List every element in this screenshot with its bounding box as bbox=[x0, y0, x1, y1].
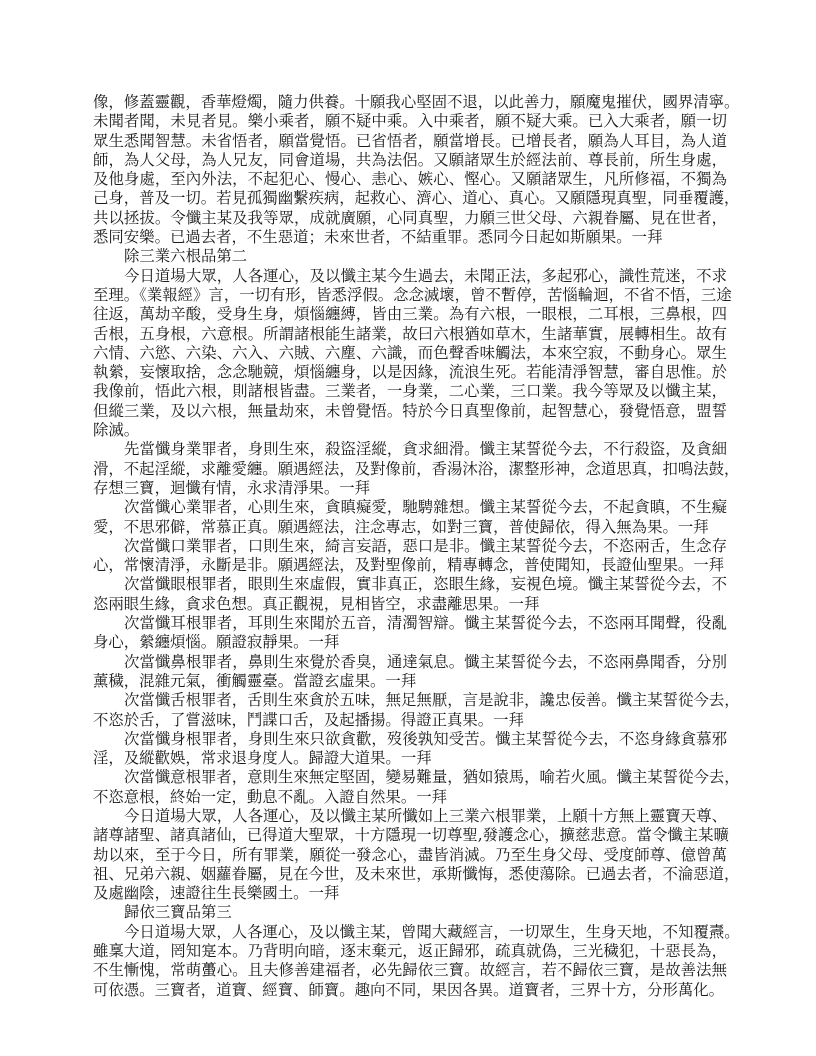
text-line: 六情、六慾、六染、六入、六賊、六塵、六識，而色聲香味觸法，本來空寂，不動身心。眾生 bbox=[93, 343, 727, 362]
paragraph bbox=[93, 266, 732, 441]
text-line: 祖、兄弟六親、姻蘿眷屬，見在今世，及未來世，承斯懺悔，悉使蕩除。已過去者，不淪惡道， bbox=[93, 864, 740, 883]
text-line: 像，修蓋靈觀，香華燈燭，隨力供養。十願我心堅固不退，以此善力，願魔鬼摧伏，國界清寧。 bbox=[93, 93, 740, 111]
paragraph bbox=[93, 93, 740, 247]
text-line: 今日道場大眾，人各運心，及以懺主某所懺如上三業六根罪業，上願十方無上靈寶天尊、 bbox=[124, 806, 727, 825]
text-line: 次當懺意根罪者，意則生來無定堅固，變易難量，猶如猿馬，喻若火風。懺主某誓從今去， bbox=[124, 768, 740, 787]
text-line: 薰穢，混雜元氣，衝觸靈臺。當證玄虛果。一拜 bbox=[93, 671, 417, 690]
text-line: 不生慚愧，常萌蠆心。且夫修善建福者，必先歸依三寶。故經言，若不歸依三寶，是故善法無 bbox=[93, 961, 727, 980]
document-page bbox=[93, 93, 740, 1000]
text-line: 除滅。 bbox=[93, 421, 140, 440]
paragraph bbox=[93, 537, 727, 576]
text-line: 存想三寶，迴懺有情，永求清淨果。一拜 bbox=[93, 478, 371, 497]
text-line: 執縈，妄懷取捨，念念馳競，煩惱纏身，以是因緣，流浪生死。若能清淨智慧，審自思惟。於 bbox=[93, 363, 727, 382]
text-line: 劫以來，至于今日，所有罪業，願從一發念心，盡皆消滅。乃至生身父母、受度師尊、億曾萬 bbox=[93, 845, 727, 864]
paragraph bbox=[93, 768, 740, 807]
text-line: 己身，普及一切。若見孤獨幽繫疾病，起救心、濟心、道心、真心。又願隱現真聖，同垂覆護， bbox=[93, 189, 740, 208]
text-line: 悉同安樂。已過去者，不生惡道；未來世者，不結重罪。悉同今日起如斯願果。一拜 bbox=[93, 228, 663, 247]
text-line: 未聞者聞，未見者見。樂小乘者，願不疑中乘。入中乘者，願不疑大乘。已入大乘者，願一切 bbox=[93, 112, 727, 131]
heading-text: 除三業六根品第二 bbox=[124, 247, 248, 266]
text-line: 身心，縈纏煩惱。願證寂靜果。一拜 bbox=[93, 633, 340, 652]
text-line: 次當懺身根罪者，身則生來只欲貪歡，歿後孰知受苦。懺主某誓從今去，不恣身緣貪慕邪 bbox=[124, 729, 727, 748]
text-line: 但縱三業，及以六根，無量劫來，未曾覺悟。特於今日真聖像前，起智慧心，發覺悟意，盟誓 bbox=[93, 401, 727, 420]
text-line: 次當懺鼻根罪者，鼻則生來覺於香臭，通達氣息。懺主某誓從今去，不恣兩鼻聞香，分別 bbox=[124, 652, 727, 671]
paragraph bbox=[93, 498, 727, 537]
section-heading bbox=[93, 247, 727, 266]
text-line: 次當懺耳根罪者，耳則生來聞於五音，清濁智辯。懺主某誓從今去，不恣兩耳聞聲，役亂 bbox=[124, 614, 727, 633]
paragraph bbox=[93, 806, 740, 903]
text-line: 至理。《業報經》言，一切有形，皆悉浮假。念念滅壞，曾不暫停，苦惱輪迴，不省不悟，三途 bbox=[93, 285, 732, 304]
text-line: 次當懺眼根罪者，眼則生來虛假，實非真正，恣眼生緣，妄視色境。懺主某誓從今去，不 bbox=[124, 575, 727, 594]
text-line: 先當懺身業罪者，身則生來，殺盜淫縱，貪求細滑。懺主某誓從今去，不行殺盜，及貪細 bbox=[124, 440, 727, 459]
text-line: 今日道場大眾，人各運心，及以懺主某，曾聞大藏經言，一切眾生，生身天地，不知覆燾。 bbox=[124, 922, 740, 941]
text-line: 共以拯拔。令懺主某及我等眾，成就廣願，心同真聖，力願三世父母、六親眷屬、見在世者， bbox=[93, 208, 727, 227]
text-line: 今日道場大眾，人各運心，及以懺主某今生過去，未聞正法，多起邪心，識性荒迷，不求 bbox=[124, 266, 727, 285]
section-heading bbox=[93, 903, 727, 922]
text-line: 諸尊諸聖、諸真諸仙，已得道大聖眾，十方隱現一切尊聖,發護念心，擴慈悲意。當令懺主某曠 bbox=[93, 826, 729, 845]
text-line: 我像前，悟此六根，則諸根皆盡。三業者，一身業，二心業，三口業。我今等眾及以懺主某， bbox=[93, 382, 727, 401]
text-line: 不恣於舌，了嘗滋味，鬥諜口舌，及起播揚。得證正真果。一拜 bbox=[93, 710, 524, 729]
text-line: 不恣意根，終始一定，動息不亂。入證自然果。一拜 bbox=[93, 787, 447, 806]
text-line: 心，常懷清淨，永斷是非。願遇經法，及對聖像前，精專轉念，普使聞知，長證仙聖果。一拜 bbox=[93, 556, 725, 575]
text-line: 淫，及縱歡娛，常求退身度人。歸證大道果。一拜 bbox=[93, 749, 432, 768]
text-line: 恣兩眼生緣，貪求色想。真正觀視，見相皆空，求盡離思果。一拜 bbox=[93, 594, 540, 613]
text-line: 次當懺心業罪者，心則生來，貪瞋癡愛，馳騁雜想。懺主某誓從今去，不起貪瞋，不生癡 bbox=[124, 498, 727, 517]
text-line: 愛，不思邪僻，常慕正真。願遇經法，注念專志，如對三寶，普使歸依，得入無為果。一拜 bbox=[93, 517, 709, 536]
text-line: 滑，不起淫縱，求離愛纏。願遇經法，及對像前，香湯沐浴，潔整形神，念道思真，扣鳴法鼓， bbox=[93, 459, 740, 478]
text-line: 往返，萬劫辛酸，受身生身，煩惱纏縛，皆由三業。為有六根，一眼根，二耳根，三鼻根，四 bbox=[93, 305, 727, 324]
heading-text: 歸依三寶品第三 bbox=[124, 903, 232, 922]
text-line: 次當懺口業罪者，口則生來，綺言妄語，惡口是非。懺主某誓從今去，不恣兩舌，生念存 bbox=[124, 536, 727, 555]
text-line: 次當懺舌根罪者，舌則生來貪於五味，無足無厭，言是說非，讒忠佞善。懺主某誓從今去， bbox=[124, 691, 740, 710]
text-line: 舌根，五身根，六意根。所謂諸根能生諸業，故曰六根猶如草木，生諸華實，展轉相生。故有 bbox=[93, 324, 727, 343]
text-line: 雖稟大道，罔知寔本。乃背明向暗，逐末棄元，返正歸邪，疏真就偽，三光穢犯，十惡長為， bbox=[93, 942, 727, 961]
text-line: 及他身處，至內外法，不起犯心、慢心、恚心、嫉心、慳心。又願諸眾生，凡所修福，不獨為 bbox=[93, 170, 727, 189]
paragraph bbox=[93, 922, 740, 1000]
text-line: 可依憑。三寶者，道寶、經寶、師寶。趣向不同，果因各異。道寶者，三界十方，分形萬化。 bbox=[93, 980, 725, 999]
paragraph bbox=[93, 730, 727, 769]
paragraph bbox=[93, 691, 740, 730]
paragraph bbox=[93, 614, 727, 653]
text-line: 師，為人父母，為人兄友，同會道場，共為法侶。又願諸眾生於經法前、尊長前，所生身處， bbox=[93, 150, 727, 169]
text-line: 眾生悉聞智慧。未省悟者，願當覺悟。已省悟者，願當增長。已增長者，願為人耳目，為人道 bbox=[93, 131, 727, 150]
paragraph bbox=[93, 653, 727, 692]
paragraph bbox=[93, 575, 727, 614]
text-line: 及處幽陰，速證往生長樂國土。一拜 bbox=[93, 884, 340, 903]
paragraph bbox=[93, 440, 740, 498]
